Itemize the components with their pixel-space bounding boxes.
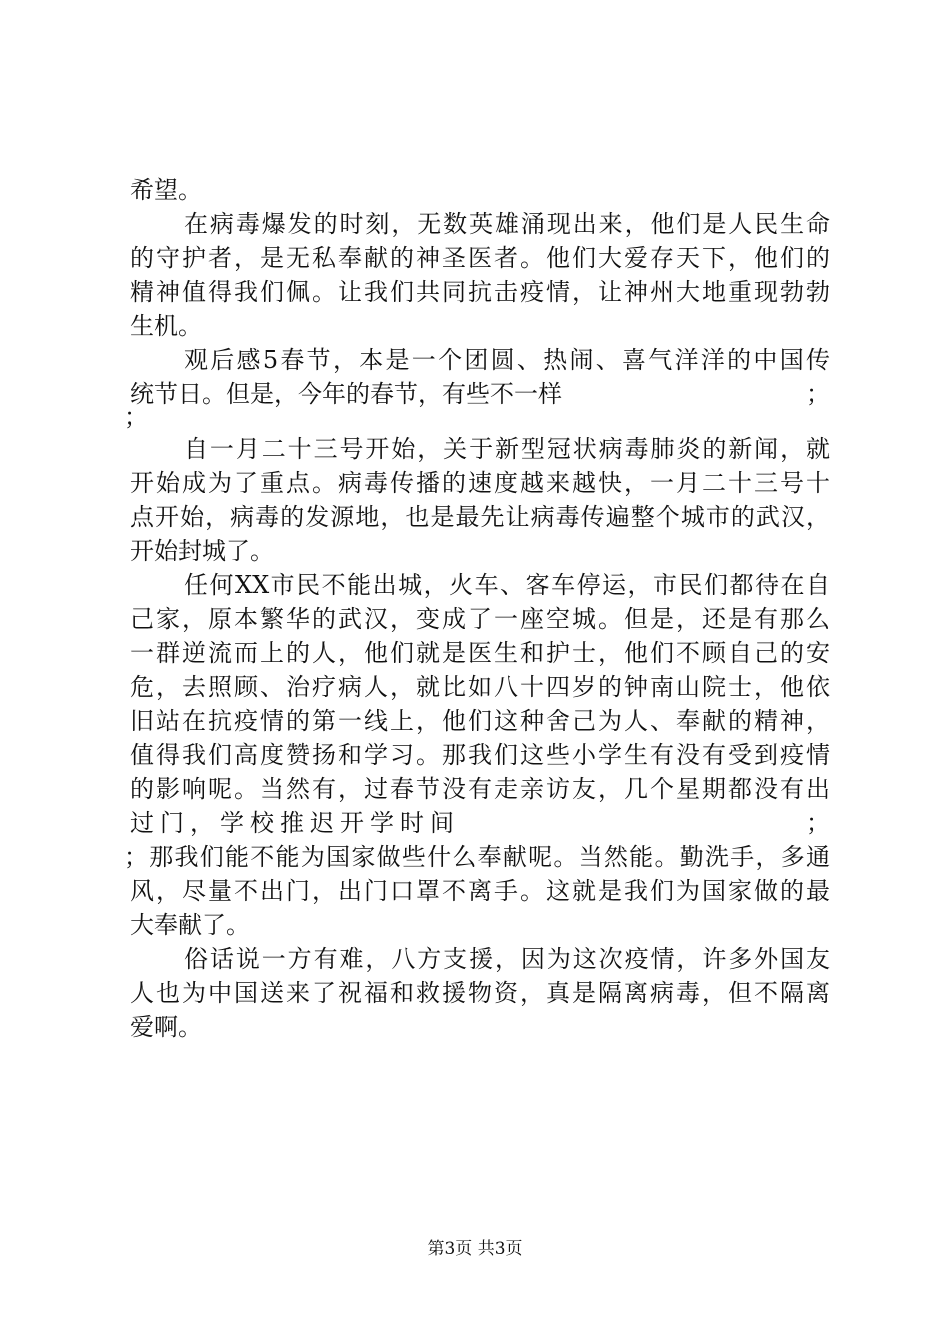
text-line: 任何XX市民不能出城，火车、客车停运，市民们都待在自	[184, 571, 830, 599]
text-line: 在病毒爆发的时刻，无数英雄涌现出来，他们是人民生命	[184, 210, 830, 238]
text-segment: ；	[806, 809, 830, 837]
text-line: 旧站在抗疫情的第一线上，他们这种舍己为人、奉献的精神，	[130, 707, 830, 735]
text-segment: ；	[806, 380, 830, 408]
text-line: 风，尽量不出门，出门口罩不离手。这就是我们为国家做的最	[130, 877, 830, 905]
text-line: 己家，原本繁华的武汉，变成了一座空城。但是，还是有那么	[130, 605, 830, 633]
text-line: 危，去照顾、治疗病人，就比如八十四岁的钟南山院士，他依	[130, 673, 830, 701]
text-line: 生机。	[130, 312, 202, 340]
text-line: 开始封城了。	[130, 537, 274, 565]
text-line: 开始成为了重点。病毒传播的速度越来越快，一月二十三号十	[130, 469, 830, 497]
text-line: 点开始，病毒的发源地，也是最先让病毒传遍整个城市的武汉，	[130, 503, 830, 531]
text-line: 希望。	[130, 176, 202, 204]
text-line: 观后感5春节，本是一个团圆、热闹、喜气洋洋的中国传	[184, 346, 830, 374]
text-line: 的守护者，是无私奉献的神圣医者。他们大爱存天下，他们的	[130, 244, 830, 272]
text-line: 一群逆流而上的人，他们就是医生和护士，他们不顾自己的安	[130, 639, 830, 667]
text-line: 俗话说一方有难，八方支援，因为这次疫情，许多外国友	[184, 945, 830, 973]
text-line: 爱啊。	[130, 1013, 202, 1041]
text-line: 的影响呢。当然有，过春节没有走亲访友，几个星期都没有出	[130, 775, 830, 803]
text-line: 自一月二十三号开始，关于新型冠状病毒肺炎的新闻，就	[184, 435, 830, 463]
text-segment: 统节日。但是，今年的春节，有些不一样	[130, 380, 562, 408]
text-line-split	[130, 806, 830, 840]
text-line: 人也为中国送来了祝福和救援物资，真是隔离病毒，但不隔离	[130, 979, 830, 1007]
text-segment: 过门，学校推迟开学时间	[130, 809, 460, 837]
text-line: ；	[124, 403, 148, 431]
text-line: 精神值得我们佩。让我们共同抗击疫情，让神州大地重现勃勃	[130, 278, 830, 306]
text-line: ；那我们能不能为国家做些什么奉献呢。当然能。勤洗手，多通	[124, 843, 830, 871]
page-number: 第3页 共3页	[427, 1239, 523, 1259]
text-line: 大奉献了。	[130, 911, 250, 939]
text-line: 值得我们高度赞扬和学习。那我们这些小学生有没有受到疫情	[130, 741, 830, 769]
